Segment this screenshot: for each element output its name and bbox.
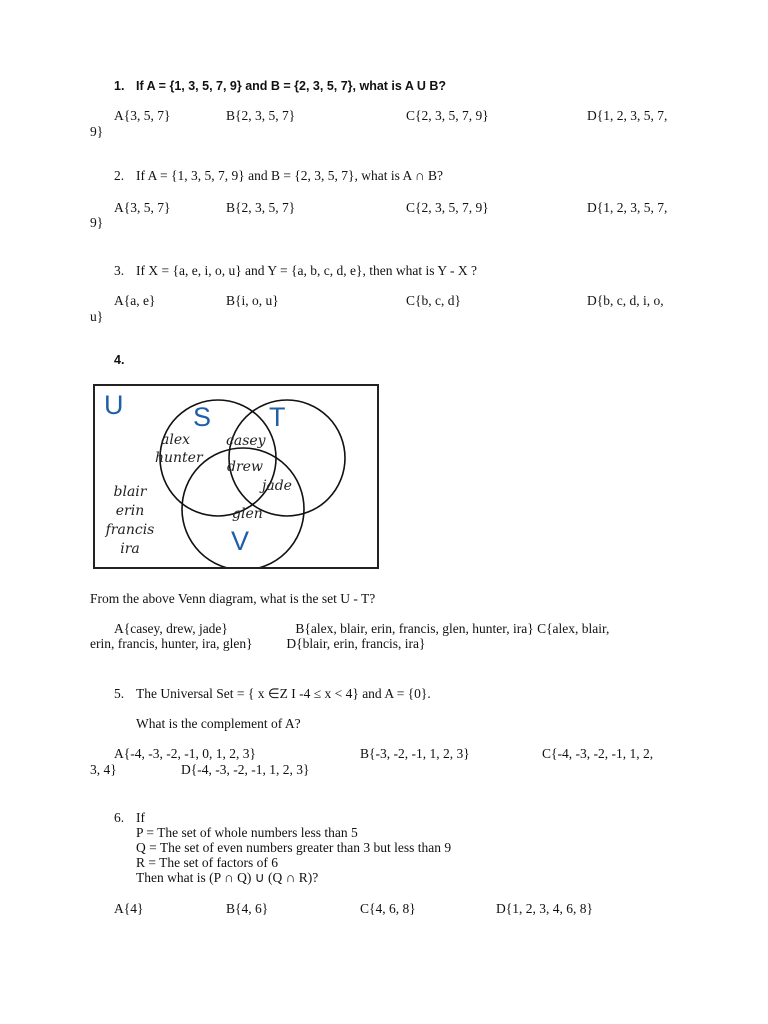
q6-option-a: A{4} (114, 901, 144, 916)
q3-option-b: B{i, o, u} (226, 293, 279, 308)
q3-option-d: D{b, c, d, i, o, (587, 293, 664, 308)
q6-question: Then what is (P ∩ Q) ∪ (Q ∩ R)? (136, 870, 319, 885)
venn-label-u: U (104, 390, 124, 420)
venn-name-jade: jade (262, 478, 292, 494)
q2-option-a: A{3, 5, 7} (114, 200, 171, 215)
q1-option-c: C{2, 3, 5, 7, 9} (406, 108, 489, 123)
q5-subquestion: What is the complement of A? (136, 716, 301, 731)
q6-option-b: B{4, 6} (226, 901, 269, 916)
q2-option-c: C{2, 3, 5, 7, 9} (406, 200, 489, 215)
q1-number: 1. (114, 79, 125, 93)
venn-name-blair: blair (113, 484, 147, 500)
q3-option-a: A{a, e} (114, 293, 156, 308)
venn-outside-names (99, 483, 161, 559)
q2-option-d-wrap: 9} (90, 215, 104, 230)
q4-options-line-1: A{casey, drew, jade} B{alex, blair, erin, francis, glen, hunter, ira} C{alex, blair, (114, 621, 610, 636)
q1-option-b: B{2, 3, 5, 7} (226, 108, 296, 123)
q4-options-line-2: erin, francis, hunter, ira, glen} D{blair, erin, francis, ira} (90, 636, 426, 651)
q2-stem: If A = {1, 3, 5, 7, 9} and B = {2, 3, 5, 7}, what is A ∩ B? (136, 168, 444, 183)
q1-option-d-wrap: 9} (90, 124, 104, 139)
circle-t (229, 400, 345, 516)
q2-number: 2. (114, 168, 125, 183)
q3-number: 3. (114, 263, 125, 278)
venn-name-hunter: hunter (155, 450, 203, 466)
venn-name-drew: drew (227, 459, 263, 475)
q4-stem: From the above Venn diagram, what is the set U - T? (90, 591, 376, 606)
q5-number: 5. (114, 686, 125, 701)
q6-number: 6. (114, 810, 125, 825)
q6-option-c: C{4, 6, 8} (360, 901, 416, 916)
venn-name-glen: glen (232, 506, 263, 522)
q5-option-c: C{-4, -3, -2, -1, 1, 2, (542, 746, 654, 761)
q3-stem: If X = {a, e, i, o, u} and Y = {a, b, c, d, e}, then what is Y - X ? (136, 263, 477, 278)
q6-r-definition: R = The set of factors of 6 (136, 855, 278, 870)
q2-option-d: D{1, 2, 3, 5, 7, (587, 200, 668, 215)
venn-name-casey: casey (226, 433, 266, 449)
venn-name-alex: alex (161, 432, 191, 448)
q1-option-a: A{3, 5, 7} (114, 108, 171, 123)
q6-stem: If (136, 810, 145, 825)
q5-option-d: D{-4, -3, -2, -1, 1, 2, 3} (181, 762, 310, 777)
q5-option-b: B{-3, -2, -1, 1, 2, 3} (360, 746, 470, 761)
venn-diagram (93, 384, 379, 569)
q1-stem: If A = {1, 3, 5, 7, 9} and B = {2, 3, 5, 7}, what is A U B? (136, 79, 447, 93)
q1-option-d: D{1, 2, 3, 5, 7, (587, 108, 668, 123)
venn-name-ira: ira (120, 541, 140, 557)
venn-name-francis: francis (105, 522, 155, 538)
q5-option-c-wrap: 3, 4} (90, 762, 117, 777)
venn-name-erin: erin (115, 503, 145, 519)
q5-option-a: A{-4, -3, -2, -1, 0, 1, 2, 3} (114, 746, 256, 761)
q3-option-d-wrap: u} (90, 309, 104, 324)
q6-q-definition: Q = The set of even numbers greater than 3 but less than 9 (136, 840, 452, 855)
q6-p-definition: P = The set of whole numbers less than 5 (136, 825, 358, 840)
q3-option-c: C{b, c, d} (406, 293, 461, 308)
q6-option-d: D{1, 2, 3, 4, 6, 8} (496, 901, 593, 916)
venn-label-v: V (231, 526, 250, 556)
q4-number: 4. (114, 353, 125, 367)
q2-option-b: B{2, 3, 5, 7} (226, 200, 296, 215)
venn-label-s: S (193, 402, 212, 432)
q5-stem: The Universal Set = { x ∈Z I -4 ≤ x < 4} and A = {0}. (136, 686, 431, 701)
venn-label-t: T (269, 402, 286, 432)
